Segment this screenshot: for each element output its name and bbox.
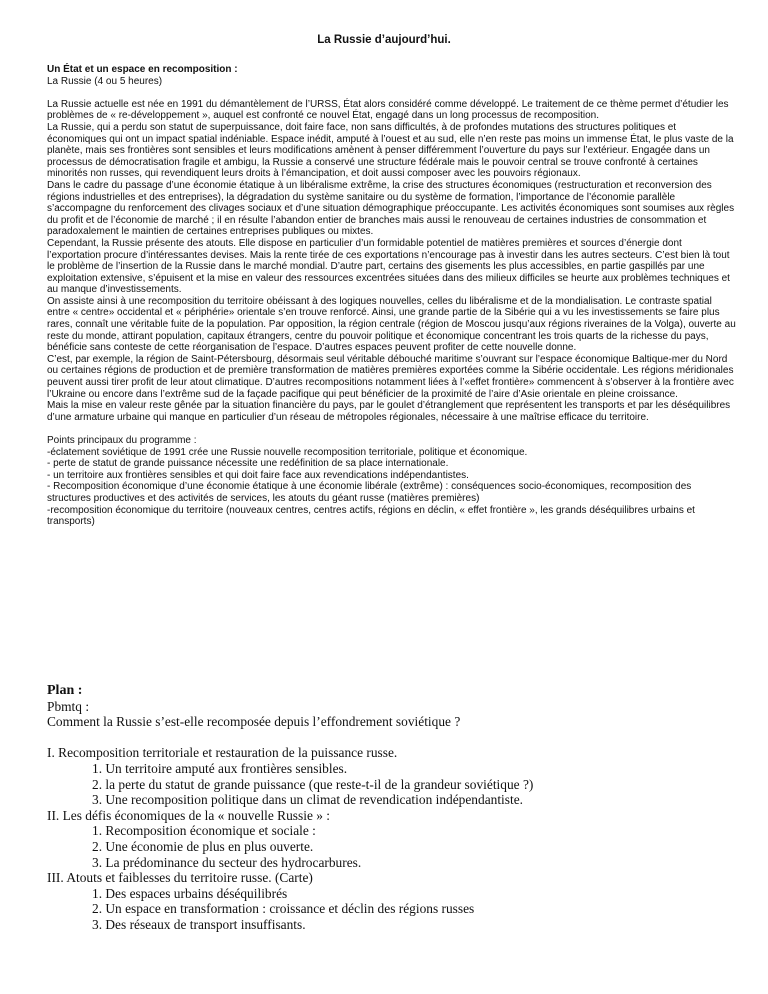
section-heading: Un État et un espace en recomposition :	[47, 64, 238, 75]
plan-part-title: III. Atouts et faiblesses du territoire russe. (Carte)	[47, 870, 313, 886]
plan-sub-item: 2. Une économie de plus en plus ouverte.	[92, 838, 314, 854]
plan-sub-item: 3. La prédominance du secteur des hydrocarbures.	[92, 854, 362, 870]
plan-sub-item: 2. la perte du statut de grande puissance (que reste-t-il de la grandeur soviétique ?)	[92, 776, 534, 792]
spacer	[47, 730, 737, 746]
body-paragraph: La Russie actuelle est née en 1991 du démantèlement de l’URSS, État alors considéré comme développé. Le traitement de ce thème permet d’étudier les problèmes de « re-développement », auquel est confronté ce nouvel État, engagé dans un long processus de recomposition.	[47, 98, 729, 122]
plan-section	[47, 683, 737, 933]
points-item: - perte de statut de grande puissance nécessite une redéfinition de sa place internationale.	[47, 458, 449, 470]
points-item: - Recomposition économique d’une économie étatique à une économie libérale (extrême) : conséquences socio-économiques, recomposition des structures productives et des activités de services, les atouts du géant russe (matières premières)	[47, 481, 692, 504]
plan-question: Comment la Russie s’est-elle recomposée depuis l’effondrement soviétique ?	[47, 714, 461, 730]
intro-section	[47, 64, 737, 528]
plan-sub-item: 3. Une recomposition politique dans un climat de revendication indépendantiste.	[92, 792, 523, 808]
spacer	[47, 423, 737, 435]
body-paragraph: Mais la mise en valeur reste gênée par la situation financière du pays, par le goulet d’étranglement que représentent les transports et par les déséquilibres d’une armature urbaine qui manque en particulier d’un réseau de métropoles régionales, nécessaire à une maîtrise efficace du territoire.	[47, 400, 731, 423]
plan-part-title: I. Recomposition territoriale et restauration de la puissance russe.	[47, 745, 398, 761]
body-paragraph: Dans le cadre du passage d’une économie étatique à un libéralisme extrême, la crise des structures économiques (restructuration et reconversion des régions industrielles et des entreprises), la dégradation du système sanitaire ou du système de formation, l’importance de l’économie parallèle s’accompagne du renforcement des clivages sociaux et d’une situation démographique préoccupante. Les activités économiques sont soumises aux règles du profit et de l’économie de marché ; il en résulte l’abandon entier de branches mais aussi le renouveau de certaines industries de consommation et paradoxalement le maintien de certaines entreprises publiques ou mixtes.	[47, 179, 735, 238]
plan-part-title: II. Les défis économiques de la « nouvelle Russie » :	[47, 807, 330, 823]
body-paragraph: La Russie, qui a perdu son statut de superpuissance, doit faire face, non sans difficultés, à de profondes mutations des structures politiques et économiques qui ont un impact spatial indéniable. Espace inédit, amputé à l’ouest et au sud, elle n’en reste pas moins un immense État, le plus vaste de la planète, mais ses frontières sont sensibles et leurs modifications amènent à penser différemment l’ouverture du pays sur l’extérieur. Engagée dans un processus de démocratisation fragile et ambigu, la Russie a conservé une structure fédérale mais le pouvoir central se trouve confronté à certaines minorités non russes, qui revendiquent leurs droits à l’émancipation, et doit aussi composer avec les pouvoirs régionaux.	[47, 121, 734, 180]
body-paragraph: C’est, par exemple, la région de Saint-Pétersbourg, désormais seul véritable débouché maritime s’ouvrant sur l’espace économique Baltique-mer du Nord ou certaines régions de production et de première transformation de matières premières exportées comme la Sibérie occidentale. Les régions méridionales peuvent aussi tirer profit de leur atout climatique. D’autres recompositions notamment liées à l’«effet frontière» commencent à s’observer à la frontière avec l’Ukraine ou encore dans l’extrême sud de la façade pacifique qui peut bénéficier de la proximité de l’aire d’Asie orientale en pleine croissance.	[47, 353, 734, 400]
points-heading: Points principaux du programme :	[47, 435, 197, 446]
points-item: -recomposition économique du territoire (nouveaux centres, centres actifs, régions en déclin, « effet frontière », les grands déséquilibres urbains et transports)	[47, 504, 695, 528]
section-subheading: La Russie (4 ou 5 heures)	[47, 75, 163, 87]
plan-sub-item: 1. Des espaces urbains déséquilibrés	[92, 885, 288, 901]
points-item: - un territoire aux frontières sensibles et qui doit faire face aux revendications indépendantistes.	[47, 469, 469, 481]
plan-sub-item: 3. Des réseaux de transport insuffisants.	[92, 916, 306, 932]
document-title: La Russie d’aujourd’hui.	[317, 34, 451, 46]
plan-sub-item: 1. Un territoire amputé aux frontières sensibles.	[92, 760, 348, 776]
plan-sub-item: 1. Recomposition économique et sociale :	[92, 823, 316, 839]
spacer	[47, 87, 737, 99]
plan-title: Plan :	[47, 683, 83, 698]
points-item: -éclatement soviétique de 1991 crée une Russie nouvelle recomposition territoriale, politique et économique.	[47, 446, 528, 458]
plan-sub-item: 2. Un espace en transformation : croissance et déclin des régions russes	[92, 901, 475, 917]
body-paragraph: Cependant, la Russie présente des atouts. Elle dispose en particulier d’un formidable potentiel de matières premières et sources d’énergie dont l’exportation procure d’intéressantes devises. Mais la rente tirée de ces exportations n’encourage pas à investir dans les autres secteurs. C’est bien là tout le problème de l’insertion de la Russie dans le marché mondial. D’autre part, certains des gisements les plus accessibles, en partie gaspillés par une exploitation extensive, s’épuisent et la mise en valeur des ressources excentrées situées dans des milieux difficiles se heurte aux problèmes techniques et au manque d’investissements.	[47, 237, 730, 296]
plan-pbmtq-label: Pbmtq :	[47, 698, 90, 714]
body-paragraph: On assiste ainsi à une recomposition du territoire obéissant à des logiques nouvelles, celles du libéralisme et de la mondialisation. Le contraste spatial entre « centre» occidental et « périphérie» orientale s’en trouve renforcé. Ainsi, une grande partie de la Sibérie qui a vu les investissements se faire plus rares, connaît une véritable fuite de la population. Par opposition, la région centrale (région de Moscou jusqu’aux régions riveraines de la Volga), ouverte au reste du monde, attirant population, capitaux étrangers, centre du pouvoir politique et économique concentrant les trois quarts de la richesse du pays, bénéficie sans conteste de cette réorganisation de l’espace. D’autres espaces peuvent profiter de cette nouvelle donne.	[47, 295, 736, 354]
